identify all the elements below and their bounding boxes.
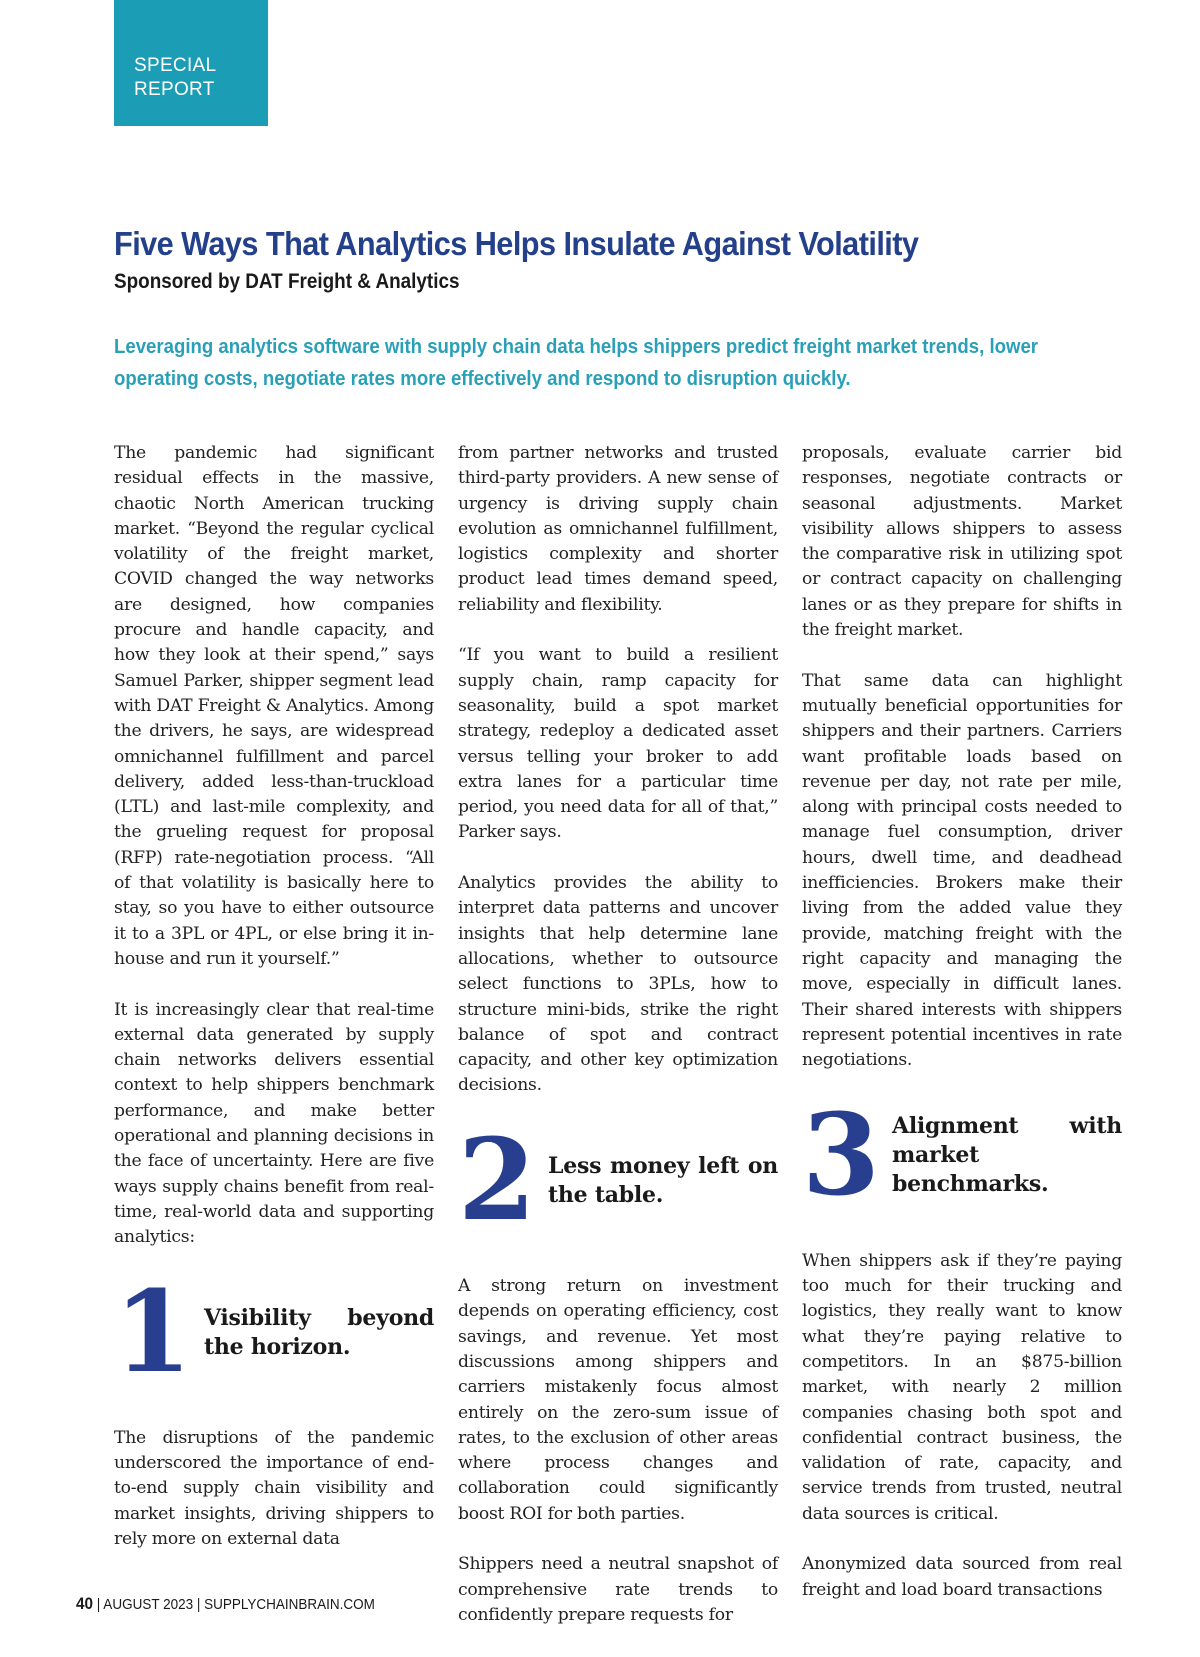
paragraph: Anonymized data sourced from real freight and load board transactions — [802, 1554, 1122, 1600]
issue-date: AUGUST 2023 — [103, 1596, 194, 1613]
paragraph: That same data can highlight mutually beneficial opportunities for shippers and their partners. Carriers want profitable loads based on revenue per day, not rate per mile, along with principal costs needed to manage fuel consumption, driver hours, dwell time, and deadhead inefficiencies. Brokers make their living from the added value they provide, matching freight with the right capacity and managing the move, especially in difficult lanes. Their shared interests with shippers represent potential incentives in rate negotiations. — [802, 670, 1122, 1071]
section-number: 2 — [458, 1115, 532, 1247]
paragraph: When shippers ask if they’re paying too much for their trucking and logistics, they really want to know what they’re paying relative to competitors. In an $875-billion market, with nearly 2 million companies chasing both spot and confidential contract business, the validation of rate, capacity, and service trends from trusted, neutral data sources is critical. — [802, 1250, 1122, 1524]
column-2 — [458, 441, 778, 1628]
site-url: SUPPLYCHAINBRAIN.COM — [204, 1596, 375, 1613]
paragraph: Analytics provides the ability to interpret data patterns and uncover insights that help determine lane allocations, whether to outsource select functions to 3PLs, how to structure mini-bids, strike the right balance of spot and contract capacity, and other key optimization decisions. — [458, 873, 778, 1096]
column-3 — [802, 441, 1122, 1603]
article-dek: Leveraging analytics software with supply chain data helps shippers predict freight market trends, lower operating costs, negotiate rates more effectively and respond to disruption quickly. — [114, 336, 1039, 390]
section-title: Visibility beyond the horizon. — [204, 1304, 434, 1360]
section-number: 3 — [802, 1089, 876, 1221]
section-title: Alignment with market benchmarks. — [892, 1113, 1122, 1198]
article-headline: Five Ways That Analytics Helps Insulate Against Volatility — [114, 225, 919, 262]
footer-separator: | — [96, 1596, 101, 1613]
page-number: 40 — [76, 1594, 94, 1613]
tag-line-2: REPORT — [134, 79, 215, 100]
section-heading-1 — [114, 1266, 434, 1398]
section-heading-2 — [458, 1115, 778, 1247]
section-number: 1 — [114, 1266, 188, 1398]
paragraph: “If you want to build a resilient supply chain, ramp capacity for seasonality, build a spot market strategy, redeploy a dedicated asset versus telling your broker to add extra lanes for a particular time period, you need data for all of that,” Parker says. — [458, 645, 778, 843]
column-1 — [114, 441, 434, 1552]
paragraph: The pandemic had significant residual effects in the massive, chaotic North American trucking market. “Beyond the regular cyclical volatility of the freight market, COVID changed the way networks are designed, how companies procure and handle capacity, and how they look at their spend,” says Samuel Parker, shipper segment lead with DAT Freight & Analytics. Among the drivers, he says, are widespread omnichannel fulfillment and parcel delivery, added less-than-truckload (LTL) and last-mile complexity, and the grueling request for proposal (RFP) rate-negotiation process. “All of that volatility is basically here to stay, so you have to either outsource it to a 3PL or 4PL, or else bring it in-house and run it yourself.” — [114, 443, 434, 969]
paragraph: Shippers need a neutral snapshot of comprehensive rate trends to confidently prepare requests for — [458, 1554, 778, 1625]
paragraph: It is increasingly clear that real-time external data generated by supply chain networks delivers essential context to help shippers benchmark performance, and make better operational and planning decisions in the face of uncertainty. Here are five ways supply chains benefit from real-time, real-world data and supporting analytics: — [114, 999, 434, 1248]
paragraph: A strong return on investment depends on operating efficiency, cost savings, and revenue. Yet most discussions among shippers and carriers mistakenly focus almost entirely on the zero-sum issue of rates, to the exclusion of other areas where process changes and collaboration could significantly boost ROI for both parties. — [458, 1276, 778, 1524]
section-heading-3 — [802, 1089, 1122, 1221]
page-footer — [76, 1594, 375, 1614]
special-report-tag — [114, 0, 268, 126]
tag-line-1: SPECIAL — [134, 55, 217, 76]
paragraph: proposals, evaluate carrier bid responses, negotiate contracts or seasonal adjustments. Market visibility allows shippers to assess the comparative risk in utilizing spot or contract capacity on challenging lanes or as they prepare for shifts in the freight market. — [802, 443, 1122, 641]
section-title: Less money left on the table. — [548, 1153, 778, 1209]
footer-separator: | — [196, 1596, 201, 1613]
paragraph: from partner networks and trusted third-party providers. A new sense of urgency is driving supply chain evolution as omnichannel fulfillment, logistics complexity and shorter product lead times demand speed, reliability and flexibility. — [458, 443, 778, 615]
sponsor-line: Sponsored by DAT Freight & Analytics — [114, 270, 460, 293]
paragraph: The disruptions of the pandemic underscored the importance of end-to-end supply chain visibility and market insights, driving shippers to rely more on external data — [114, 1427, 434, 1549]
